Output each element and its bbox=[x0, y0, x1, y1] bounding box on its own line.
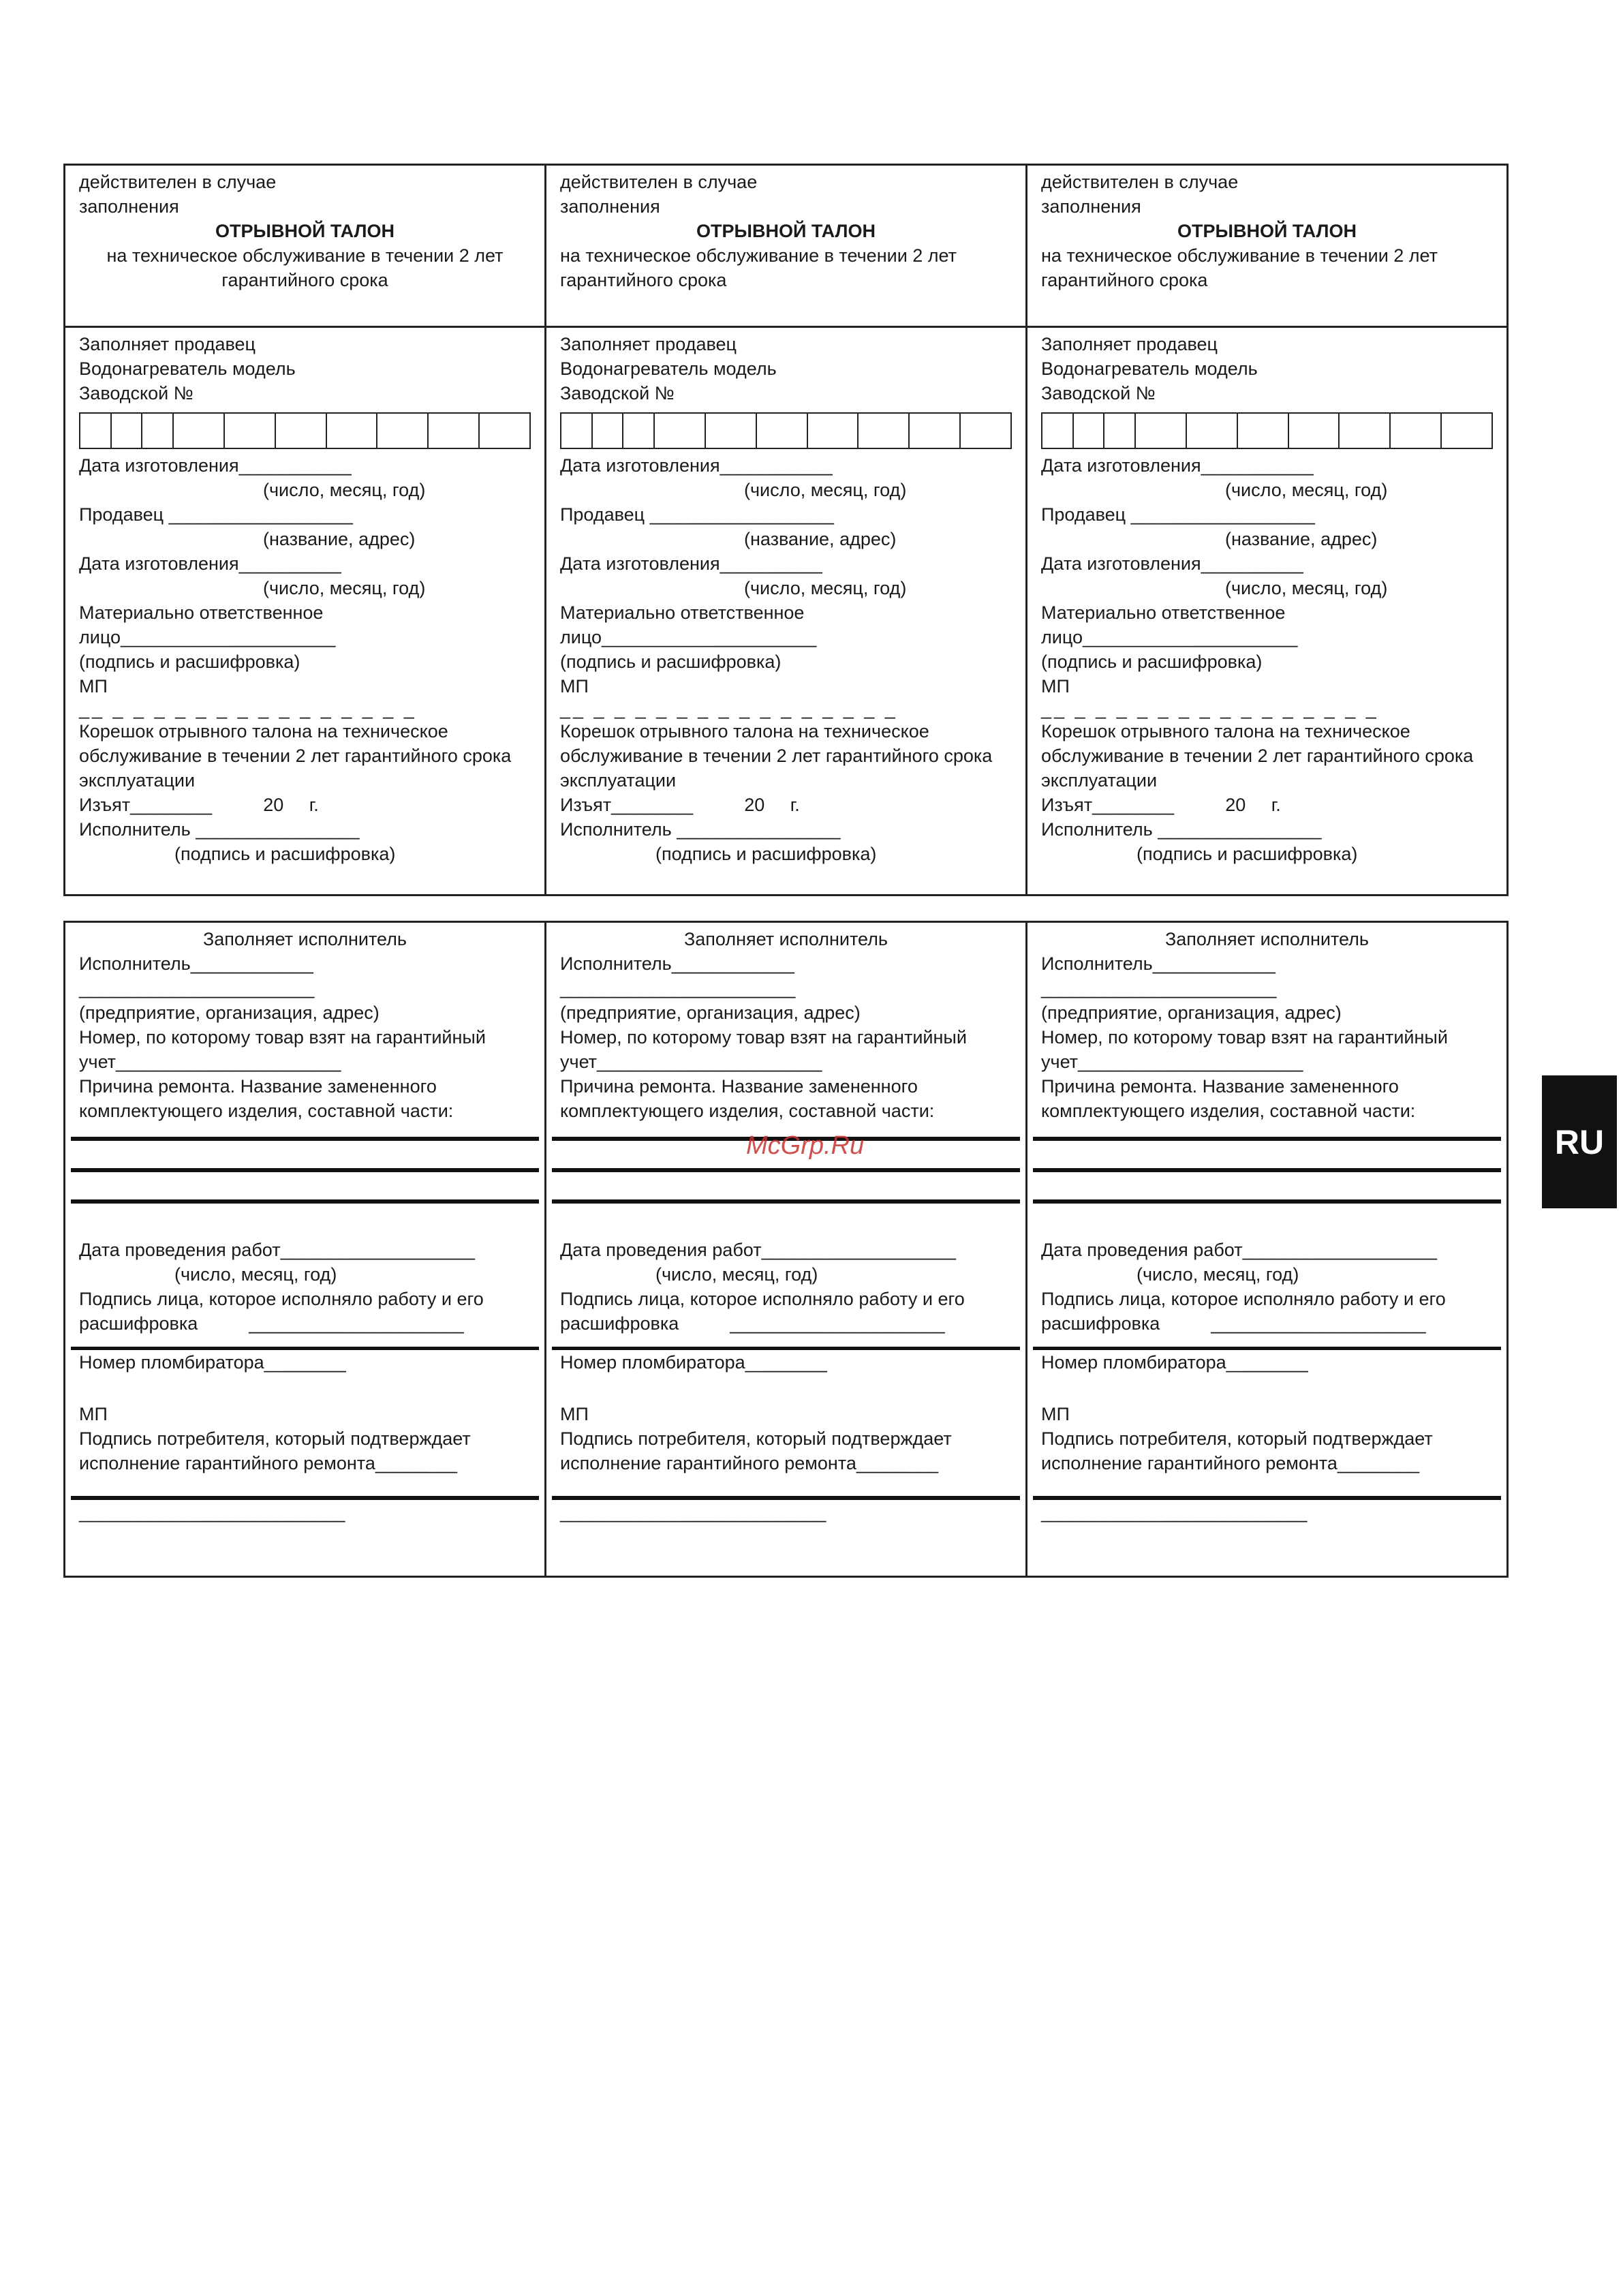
reason-label-2: комплектующего изделия, составной части: bbox=[560, 1101, 935, 1121]
consumer-sign-field: исполнение гарантийного ремонта________ bbox=[79, 1453, 457, 1473]
date-hint-2: (число, месяц, год) bbox=[1225, 578, 1388, 598]
warranty-number-field: учет______________________ bbox=[1041, 1052, 1303, 1072]
serial-label: Заводской № bbox=[79, 383, 194, 403]
serial-box bbox=[112, 414, 143, 448]
serial-label: Заводской № bbox=[1041, 383, 1156, 403]
coupon-title: ОТРЫВНОЙ ТАЛОН bbox=[1177, 221, 1357, 241]
executor-sign-hint: (подпись и расшифровка) bbox=[655, 844, 877, 864]
stub-text-3: эксплуатации bbox=[560, 770, 677, 791]
cut-line: __ _ _ _ _ _ _ _ _ _ _ _ _ _ _ _ bbox=[79, 699, 417, 719]
executor-coupon-1 bbox=[65, 923, 546, 1576]
worker-sign-label: Подпись лица, которое исполняло работу и его bbox=[79, 1289, 484, 1309]
consumer-sign-field: исполнение гарантийного ремонта________ bbox=[1041, 1453, 1419, 1473]
work-date-hint: (число, месяц, год) bbox=[174, 1264, 337, 1285]
serial-box bbox=[1289, 414, 1340, 448]
seller-field: Продавец __________________ bbox=[1041, 504, 1315, 525]
serial-box bbox=[1074, 414, 1105, 448]
seller-field: Продавец __________________ bbox=[79, 504, 353, 525]
stub-text-3: эксплуатации bbox=[1041, 770, 1158, 791]
warranty-number-label: Номер, по которому товар взят на гарантийный bbox=[560, 1027, 967, 1047]
date-hint-2: (число, месяц, год) bbox=[744, 578, 907, 598]
coupon-title: ОТРЫВНОЙ ТАЛОН bbox=[696, 221, 876, 241]
serial-box bbox=[593, 414, 624, 448]
stub-text: Корешок отрывного талона на техническое bbox=[560, 721, 929, 741]
work-date-hint: (число, месяц, год) bbox=[1137, 1264, 1299, 1285]
responsible-label: Материально ответственное bbox=[1041, 602, 1286, 623]
taken-field: Изъят________ 20 г. bbox=[560, 795, 800, 815]
seller-header: Заполняет продавец bbox=[1041, 334, 1218, 354]
executor-header: Заполняет исполнитель bbox=[1164, 929, 1370, 949]
worker-sign-label: Подпись лица, которое исполняло работу и его bbox=[560, 1289, 965, 1309]
cut-line: __ _ _ _ _ _ _ _ _ _ _ _ _ _ _ _ bbox=[1041, 699, 1379, 719]
bottom-blank-line: __________________________ bbox=[79, 1502, 345, 1522]
executor-field: Исполнитель ________________ bbox=[560, 819, 841, 840]
coupon-subtitle: на техническое обслуживание в течении 2 лет bbox=[560, 245, 957, 266]
stub-text-2: обслуживание в течении 2 лет гарантийного срока bbox=[79, 746, 512, 766]
executor-field: Исполнитель____________ bbox=[560, 953, 794, 974]
stamp-label: МП bbox=[1041, 1404, 1070, 1424]
valid-note: действителен в случае bbox=[1041, 172, 1239, 192]
stub-text: Корешок отрывного талона на техническое bbox=[1041, 721, 1410, 741]
work-date-field: Дата проведения работ___________________ bbox=[79, 1240, 475, 1260]
valid-note-2: заполнения bbox=[560, 196, 660, 217]
serial-box bbox=[1042, 414, 1074, 448]
mfg-date-field: Дата изготовления___________ bbox=[1041, 455, 1314, 476]
stub-text-3: эксплуатации bbox=[79, 770, 196, 791]
reason-label: Причина ремонта. Название замененного bbox=[560, 1076, 918, 1097]
cut-line: __ _ _ _ _ _ _ _ _ _ _ _ _ _ _ _ bbox=[560, 699, 898, 719]
warranty-number-label: Номер, по которому товар взят на гарантийный bbox=[79, 1027, 486, 1047]
coupon-header bbox=[1027, 166, 1506, 328]
org-hint: (предприятие, организация, адрес) bbox=[1041, 1002, 1342, 1023]
responsible-field: лицо_____________________ bbox=[560, 627, 817, 647]
sign-hint: (подпись и расшифровка) bbox=[79, 652, 300, 672]
valid-note: действителен в случае bbox=[79, 172, 277, 192]
model-field: Водонагреватель модель bbox=[560, 358, 777, 379]
serial-box bbox=[1340, 414, 1391, 448]
blank-line: _______________________ bbox=[560, 978, 796, 998]
executor-field: Исполнитель____________ bbox=[79, 953, 313, 974]
stamp-label: МП bbox=[560, 1404, 589, 1424]
executor-coupon-2 bbox=[546, 923, 1027, 1576]
executor-section bbox=[65, 923, 544, 1525]
coupon-subtitle-2: гарантийного срока bbox=[560, 270, 727, 290]
seller-section bbox=[1027, 328, 1506, 866]
coupon-subtitle-2: гарантийного срока bbox=[221, 270, 388, 290]
seller-coupons-grid bbox=[63, 164, 1509, 896]
org-hint: (предприятие, организация, адрес) bbox=[79, 1002, 380, 1023]
executor-field: Исполнитель____________ bbox=[1041, 953, 1276, 974]
seller-header: Заполняет продавец bbox=[79, 334, 256, 354]
blank-line: _______________________ bbox=[79, 978, 315, 998]
serial-box bbox=[276, 414, 327, 448]
mfg-date-field-2: Дата изготовления__________ bbox=[1041, 553, 1303, 574]
valid-note-2: заполнения bbox=[1041, 196, 1141, 217]
serial-label: Заводской № bbox=[560, 383, 675, 403]
responsible-field: лицо_____________________ bbox=[79, 627, 336, 647]
worker-sign-field: расшифровка _____________________ bbox=[1041, 1313, 1426, 1334]
serial-box bbox=[961, 414, 1010, 448]
executor-sign-hint: (подпись и расшифровка) bbox=[174, 844, 396, 864]
org-hint: (предприятие, организация, адрес) bbox=[560, 1002, 861, 1023]
stub-text-2: обслуживание в течении 2 лет гарантийного срока bbox=[560, 746, 993, 766]
taken-field: Изъят________ 20 г. bbox=[1041, 795, 1281, 815]
seller-section bbox=[546, 328, 1025, 866]
serial-box bbox=[1391, 414, 1442, 448]
serial-box bbox=[327, 414, 378, 448]
seller-coupon-3 bbox=[1027, 166, 1506, 894]
coupon-subtitle: на техническое обслуживание в течении 2 лет bbox=[1041, 245, 1438, 266]
seller-field: Продавец __________________ bbox=[560, 504, 834, 525]
serial-number-boxes bbox=[79, 412, 531, 449]
model-field: Водонагреватель модель bbox=[1041, 358, 1258, 379]
stub-text: Корешок отрывного талона на техническое bbox=[79, 721, 448, 741]
reason-label: Причина ремонта. Название замененного bbox=[1041, 1076, 1399, 1097]
serial-box bbox=[1187, 414, 1238, 448]
serial-box bbox=[377, 414, 429, 448]
valid-note: действителен в случае bbox=[560, 172, 758, 192]
sign-hint: (подпись и расшифровка) bbox=[560, 652, 782, 672]
warranty-number-field: учет______________________ bbox=[79, 1052, 341, 1072]
serial-box bbox=[225, 414, 276, 448]
executor-section bbox=[546, 923, 1025, 1525]
mfg-date-field: Дата изготовления___________ bbox=[79, 455, 352, 476]
model-field: Водонагреватель модель bbox=[79, 358, 296, 379]
work-date-field: Дата проведения работ___________________ bbox=[1041, 1240, 1437, 1260]
coupon-subtitle: на техническое обслуживание в течении 2 лет bbox=[106, 245, 504, 266]
seller-hint: (название, адрес) bbox=[1225, 529, 1378, 549]
reason-label: Причина ремонта. Название замененного bbox=[79, 1076, 437, 1097]
date-hint: (число, месяц, год) bbox=[263, 480, 426, 500]
executor-coupons-grid bbox=[63, 921, 1509, 1578]
serial-box bbox=[1442, 414, 1491, 448]
seal-number-field: Номер пломбиратора________ bbox=[1041, 1352, 1308, 1373]
language-tab: RU bbox=[1542, 1075, 1617, 1208]
serial-box bbox=[808, 414, 859, 448]
worker-sign-label: Подпись лица, которое исполняло работу и его bbox=[1041, 1289, 1446, 1309]
serial-box bbox=[706, 414, 757, 448]
seller-coupon-1 bbox=[65, 166, 546, 894]
executor-section bbox=[1027, 923, 1506, 1525]
date-hint: (число, месяц, год) bbox=[744, 480, 907, 500]
serial-box bbox=[142, 414, 174, 448]
date-hint: (число, месяц, год) bbox=[1225, 480, 1388, 500]
consumer-sign-field: исполнение гарантийного ремонта________ bbox=[560, 1453, 938, 1473]
stamp-label: МП bbox=[79, 676, 108, 697]
consumer-sign-label: Подпись потребителя, который подтверждает bbox=[560, 1428, 952, 1449]
serial-box bbox=[623, 414, 655, 448]
consumer-sign-label: Подпись потребителя, который подтверждает bbox=[1041, 1428, 1433, 1449]
executor-sign-hint: (подпись и расшифровка) bbox=[1137, 844, 1358, 864]
seller-section bbox=[65, 328, 544, 866]
serial-number-boxes bbox=[1041, 412, 1493, 449]
responsible-label: Материально ответственное bbox=[79, 602, 324, 623]
seller-header: Заполняет продавец bbox=[560, 334, 737, 354]
executor-coupon-3 bbox=[1027, 923, 1506, 1576]
mfg-date-field: Дата изготовления___________ bbox=[560, 455, 833, 476]
executor-header: Заполняет исполнитель bbox=[202, 929, 407, 949]
bottom-blank-line: __________________________ bbox=[560, 1502, 826, 1522]
serial-box bbox=[429, 414, 480, 448]
watermark: McGrp.Ru bbox=[746, 1131, 865, 1160]
serial-box bbox=[655, 414, 706, 448]
seal-number-field: Номер пломбиратора________ bbox=[560, 1352, 827, 1373]
executor-field: Исполнитель ________________ bbox=[79, 819, 360, 840]
coupon-subtitle-2: гарантийного срока bbox=[1041, 270, 1208, 290]
serial-number-boxes bbox=[560, 412, 1012, 449]
valid-note-2: заполнения bbox=[79, 196, 179, 217]
mfg-date-field-2: Дата изготовления__________ bbox=[560, 553, 822, 574]
worker-sign-field: расшифровка _____________________ bbox=[79, 1313, 464, 1334]
serial-box bbox=[1136, 414, 1187, 448]
stamp-label: МП bbox=[560, 676, 589, 697]
seller-hint: (название, адрес) bbox=[263, 529, 416, 549]
serial-box bbox=[174, 414, 225, 448]
warranty-number-field: учет______________________ bbox=[560, 1052, 822, 1072]
executor-header: Заполняет исполнитель bbox=[683, 929, 888, 949]
mfg-date-field-2: Дата изготовления__________ bbox=[79, 553, 341, 574]
seal-number-field: Номер пломбиратора________ bbox=[79, 1352, 346, 1373]
serial-box bbox=[480, 414, 529, 448]
stamp-label: МП bbox=[79, 1404, 108, 1424]
serial-box bbox=[1104, 414, 1136, 448]
reason-label-2: комплектующего изделия, составной части: bbox=[1041, 1101, 1416, 1121]
serial-box bbox=[1238, 414, 1289, 448]
responsible-label: Материально ответственное bbox=[560, 602, 805, 623]
taken-field: Изъят________ 20 г. bbox=[79, 795, 319, 815]
work-date-hint: (число, месяц, год) bbox=[655, 1264, 818, 1285]
blank-line: _______________________ bbox=[1041, 978, 1277, 998]
stamp-label: МП bbox=[1041, 676, 1070, 697]
worker-sign-field: расшифровка _____________________ bbox=[560, 1313, 945, 1334]
work-date-field: Дата проведения работ___________________ bbox=[560, 1240, 956, 1260]
sign-hint: (подпись и расшифровка) bbox=[1041, 652, 1263, 672]
coupon-header bbox=[546, 166, 1025, 328]
consumer-sign-label: Подпись потребителя, который подтверждает bbox=[79, 1428, 471, 1449]
executor-field: Исполнитель ________________ bbox=[1041, 819, 1322, 840]
serial-box bbox=[561, 414, 593, 448]
seller-hint: (название, адрес) bbox=[744, 529, 897, 549]
serial-box bbox=[859, 414, 910, 448]
warranty-number-label: Номер, по которому товар взят на гарантийный bbox=[1041, 1027, 1448, 1047]
reason-label-2: комплектующего изделия, составной части: bbox=[79, 1101, 454, 1121]
responsible-field: лицо_____________________ bbox=[1041, 627, 1298, 647]
serial-box bbox=[910, 414, 961, 448]
serial-box bbox=[757, 414, 808, 448]
coupon-title: ОТРЫВНОЙ ТАЛОН bbox=[215, 221, 395, 241]
stub-text-2: обслуживание в течении 2 лет гарантийного срока bbox=[1041, 746, 1474, 766]
serial-box bbox=[80, 414, 112, 448]
date-hint-2: (число, месяц, год) bbox=[263, 578, 426, 598]
coupon-header bbox=[65, 166, 544, 328]
bottom-blank-line: __________________________ bbox=[1041, 1502, 1308, 1522]
seller-coupon-2 bbox=[546, 166, 1027, 894]
